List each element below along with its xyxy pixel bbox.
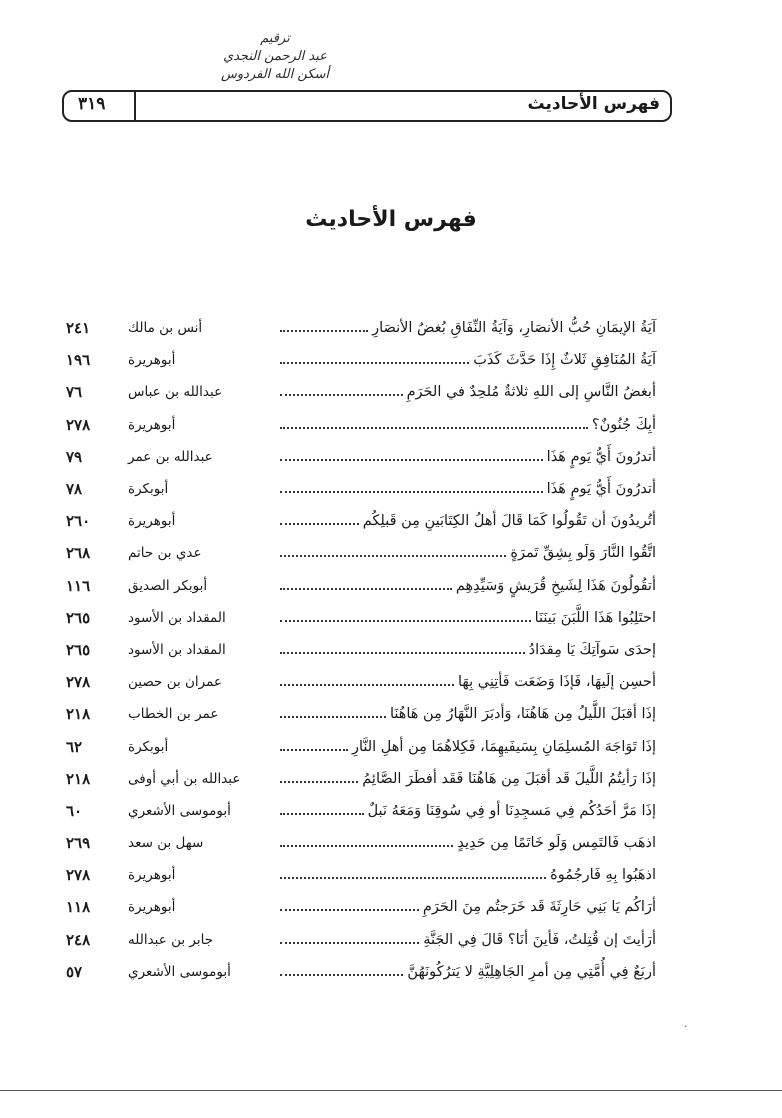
- index-entry: [66, 730, 656, 762]
- entry-page: ٢٤١: [66, 319, 91, 338]
- entry-text: احتَلِبُوا هَذَا اللَّبَنَ بَينَنَا: [534, 609, 656, 626]
- index-entry: [66, 924, 656, 956]
- entry-narrator: عمران بن حصين: [128, 674, 222, 691]
- dot-leader: [280, 716, 386, 718]
- dot-leader: [280, 749, 348, 751]
- entry-page: ٢٧٨: [66, 866, 91, 885]
- index-entry: [66, 698, 656, 730]
- entry-narrator: عبدالله بن أبي أوفى: [128, 770, 241, 787]
- dot-leader: [280, 942, 419, 944]
- index-entry: [66, 344, 656, 376]
- entry-narrator: عبدالله بن عمر: [128, 448, 213, 465]
- dot-leader: [280, 652, 525, 654]
- running-header: [62, 90, 672, 122]
- index-entry: [66, 859, 656, 891]
- hadith-index-list: [66, 312, 656, 988]
- entry-page: ٧٦: [66, 383, 83, 402]
- index-entry: [66, 473, 656, 505]
- entry-narrator: المقداد بن الأسود: [128, 609, 226, 626]
- entry-text: اذهَب فَالتَمِس وَلَو خَاتَمًا مِن حَدِيدٍ: [457, 835, 656, 852]
- entry-page: ١١٦: [66, 576, 91, 595]
- index-entry: [66, 409, 656, 441]
- dot-leader: [280, 845, 453, 847]
- entry-page: ٢١٨: [66, 705, 91, 724]
- entry-narrator: أبوبكرة: [128, 481, 169, 498]
- entry-page: ٦٠: [66, 801, 83, 820]
- entry-page: ٢٤٨: [66, 930, 91, 949]
- entry-narrator: عمر بن الخطاب: [128, 706, 219, 723]
- index-entry: [66, 312, 656, 344]
- entry-narrator: أبوبكرة: [128, 738, 169, 755]
- index-entry: [66, 634, 656, 666]
- entry-page: ٧٩: [66, 447, 83, 466]
- entry-page: ١٩٦: [66, 351, 91, 370]
- index-entry: [66, 666, 656, 698]
- entry-page: ٢٦٨: [66, 544, 91, 563]
- index-entry: [66, 602, 656, 634]
- dot-leader: [280, 427, 588, 429]
- entry-narrator: عدي بن حاتم: [128, 545, 202, 562]
- header-title: فهرس الأحاديث: [527, 94, 660, 114]
- stamp-line: عبد الرحمن النجدي: [223, 49, 327, 64]
- entry-page: ١١٨: [66, 898, 91, 917]
- index-entry: [66, 827, 656, 859]
- margin-mark: ·: [684, 1020, 688, 1033]
- index-entry: [66, 956, 656, 988]
- index-entry: [66, 795, 656, 827]
- dot-leader: [280, 459, 543, 461]
- dot-leader: [280, 781, 358, 783]
- entry-page: ٢٦٥: [66, 640, 91, 659]
- page-title: فهرس الأحاديث: [305, 207, 477, 232]
- entry-text: آيَةُ الإيمَانِ حُبُّ الأنصَارِ، وَآيَةُ النِّفَاقِ بُغضُ الأنصَارِ: [372, 320, 656, 337]
- entry-page: ٢٧٨: [66, 415, 91, 434]
- entry-text: أبِكَ جُنُونٌ؟: [591, 416, 656, 433]
- entry-page: ٢٧٨: [66, 673, 91, 692]
- dot-leader: [280, 394, 403, 396]
- entry-text: اذهَبُوا بِهِ فَارجُمُوهُ: [550, 867, 656, 884]
- header-page-number: ٣١٩: [78, 94, 106, 114]
- index-entry: [66, 537, 656, 569]
- bottom-rule: [0, 1090, 782, 1091]
- entry-text: أتُريدُونَ أن تَقُولُوا كَمَا قَالَ أهلُ الكِتَابَينِ مِن قَبلِكُم: [362, 513, 656, 530]
- index-entry: [66, 891, 656, 923]
- entry-text: إذَا رَأيتُمُ اللَّيلَ قَد أقبَلَ مِن هَاهُنَا فَقَد أفطَرَ الصَّائِمُ: [362, 770, 656, 787]
- index-entry: [66, 376, 656, 408]
- entry-narrator: عبدالله بن عباس: [128, 384, 223, 401]
- index-entry: [66, 570, 656, 602]
- entry-text: اتَّقُوا النَّارَ وَلَو بِشِقِّ تَمرَةٍ: [510, 545, 656, 562]
- entry-text: إذَا تَوَاجَهَ المُسلِمَانِ بِسَيفَيهِمَا، فَكِلاهُمَا مِن أهلِ النَّارِ: [351, 738, 656, 755]
- entry-narrator: أبوبكر الصديق: [128, 577, 208, 594]
- entry-narrator: أبوهريرة: [128, 352, 176, 369]
- entry-text: أتقُولُونَ هَذَا لِشَيخِ قُرَيشٍ وَسَيِّدِهِم: [455, 577, 656, 594]
- entry-narrator: جابر بن عبدالله: [128, 931, 214, 948]
- entry-narrator: أنس بن مالك: [128, 320, 203, 337]
- entry-narrator: أبوهريرة: [128, 867, 176, 884]
- entry-page: ٢٦٥: [66, 608, 91, 627]
- dot-leader: [280, 588, 452, 590]
- entry-narrator: أبوهريرة: [128, 416, 176, 433]
- index-entry: [66, 505, 656, 537]
- dot-leader: [280, 491, 543, 493]
- index-entry: [66, 763, 656, 795]
- dot-leader: [280, 555, 506, 557]
- dot-leader: [280, 813, 364, 815]
- dot-leader: [280, 330, 368, 332]
- entry-page: ٢٦٩: [66, 834, 91, 853]
- dot-leader: [280, 909, 419, 911]
- entry-narrator: أبوموسى الأشعري: [128, 802, 231, 819]
- dot-leader: [280, 523, 359, 525]
- header-divider: [134, 92, 136, 120]
- entry-page: ٢٦٠: [66, 512, 91, 531]
- dot-leader: [280, 684, 454, 686]
- stamp-line: ترقيم: [260, 31, 290, 46]
- entry-text: أحسِن إلَيهَا، فَإذَا وَضَعَت فَأتِنِي بِهَا: [458, 674, 656, 691]
- entry-narrator: سهل بن سعد: [128, 835, 204, 852]
- entry-text: أرَأيتَ إن قُتِلتُ، فَأينَ أنَا؟ قَالَ فِي الجَنَّةِ: [423, 931, 656, 948]
- index-entry: [66, 441, 656, 473]
- entry-text: إحدَى سَوآتِكَ يَا مِقدَادُ: [528, 641, 656, 658]
- entry-page: ٧٨: [66, 480, 83, 499]
- entry-narrator: المقداد بن الأسود: [128, 641, 226, 658]
- entry-text: إذَا أقبَلَ اللَّيلُ مِن هَاهُنَا، وَأدبَرَ النَّهَارُ مِن هَاهُنَا: [389, 706, 656, 723]
- ownership-stamp: [150, 30, 400, 84]
- entry-page: ٥٧: [66, 962, 83, 981]
- entry-page: ٦٢: [66, 737, 83, 756]
- entry-narrator: أبوهريرة: [128, 513, 176, 530]
- entry-text: أبغضُ النَّاسِ إلى اللهِ ثلاثةٌ مُلحِدٌ في الحَرَمِ: [406, 384, 656, 401]
- entry-text: إذَا مَرَّ أحَدُكُم فِي مَسجِدِنَا أو فِي سُوقِنَا وَمَعَهُ نَبلٌ: [367, 802, 656, 819]
- entry-text: أربَعٌ فِي أُمَّتِي مِن أمرِ الجَاهِلِيَّةِ لا يَترُكُونَهُنَّ: [407, 963, 656, 980]
- dot-leader: [280, 877, 546, 879]
- dot-leader: [280, 620, 531, 622]
- dot-leader: [280, 974, 403, 976]
- entry-text: أرَاكُم يَا بَنِي حَارِثَةَ قَد خَرَجتُم مِنَ الحَرَمِ: [422, 899, 656, 916]
- entry-text: آيَةُ المُنَافِقِ ثَلاثٌ إِذَا حَدَّثَ كَذَبَ: [473, 352, 656, 369]
- stamp-line: أسكن الله الفردوس: [221, 67, 329, 82]
- dot-leader: [280, 362, 469, 364]
- entry-narrator: أبوموسى الأشعري: [128, 963, 231, 980]
- entry-narrator: أبوهريرة: [128, 899, 176, 916]
- entry-text: أتدرُونَ أَيُّ يَومٍ هَذَا: [546, 448, 656, 465]
- entry-page: ٢١٨: [66, 769, 91, 788]
- entry-text: أتدرُونَ أَيُّ يَومٍ هَذَا: [546, 481, 656, 498]
